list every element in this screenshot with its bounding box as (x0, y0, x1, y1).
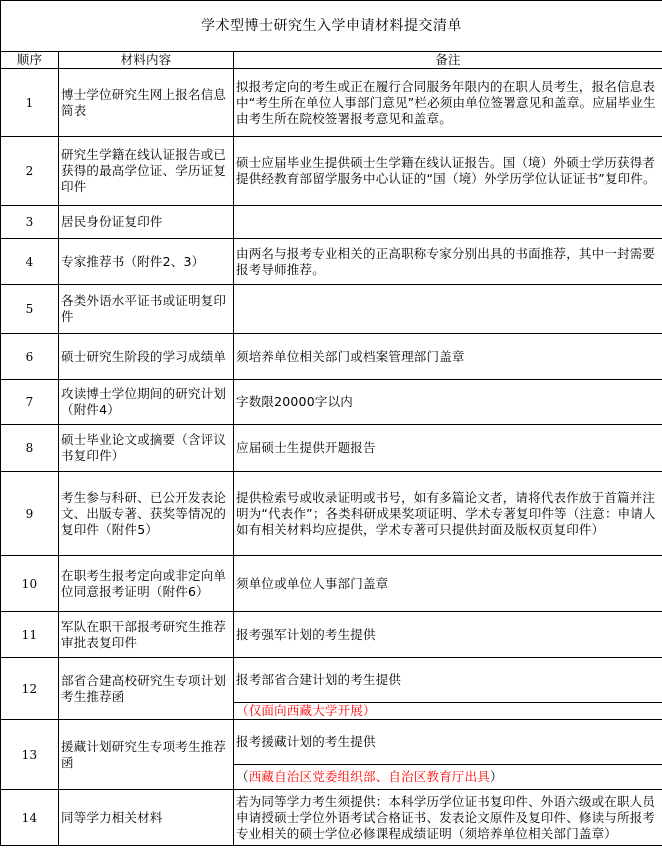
row-seq: 8 (1, 425, 59, 472)
row-seq: 7 (1, 380, 59, 425)
table-row (1, 137, 662, 206)
note-open-paren: （ (236, 769, 249, 784)
table-row (1, 425, 662, 472)
table-row (1, 206, 662, 239)
row-remark: 若为同等学力考生须提供：本科学历学位证书复印件、外语六级或在职人员申请授硕士学位外语考试合格证书、发表论文原件及复印件、修读与所报考专业相关的硕士学位必修课程成绩证明（须培养单位相关部门盖章） (234, 790, 662, 846)
table-row (1, 720, 662, 765)
note-text: 西藏自治区党委组织部、自治区教育厅出具 (248, 769, 491, 784)
row-material: 援藏计划研究生专项考生推荐函 (59, 720, 234, 790)
row-material: 攻读博士学位期间的研究计划（附件4） (59, 380, 234, 425)
row-material: 居民身份证复印件 (59, 206, 234, 239)
row-remark: 报考强军计划的考生提供 (234, 612, 662, 658)
row-seq: 5 (1, 285, 59, 334)
row-seq: 6 (1, 334, 59, 380)
row-seq: 11 (1, 612, 59, 658)
table-row (1, 556, 662, 612)
row-material: 部省合建高校研究生专项计划考生推荐函 (59, 658, 234, 720)
sheet-title: 学术型博士研究生入学申请材料提交清单 (1, 1, 662, 52)
row-seq: 12 (1, 658, 59, 720)
table-row (1, 69, 662, 137)
header-row (1, 52, 662, 69)
row-material: 在职考生报考定向或非定向单位同意报考证明（附件6） (59, 556, 234, 612)
row-seq: 3 (1, 206, 59, 239)
row-seq: 9 (1, 472, 59, 556)
row-remark: 拟报考定向的考生或正在履行合同服务年限内的在职人员考生，报名信息表中“考生所在单位人事部门意见”栏必须由单位签署意见和盖章。应届毕业生由考生所在院校签署报考意见和盖章。 (234, 69, 662, 137)
row-remark: 硕士应届毕业生提供硕士生学籍在线认证报告。国（境）外硕士学历获得者提供经教育部留学服务中心认证的“国（境）外学历学位认证证书”复印件。 (234, 137, 662, 206)
row-remark: 须单位或单位人事部门盖章 (234, 556, 662, 612)
row-seq: 10 (1, 556, 59, 612)
row-seq: 4 (1, 239, 59, 285)
row-material: 同等学力相关材料 (59, 790, 234, 846)
row-seq: 1 (1, 69, 59, 137)
table-row (1, 380, 662, 425)
row-remark (234, 285, 662, 334)
row-material: 军队在职干部报考研究生推荐审批表复印件 (59, 612, 234, 658)
row-material: 研究生学籍在线认证报告或已获得的最高学位证、学历证复印件 (59, 137, 234, 206)
header-material: 材料内容 (59, 52, 234, 69)
table-row (1, 612, 662, 658)
row-seq: 14 (1, 790, 59, 846)
row-material: 各类外语水平证书或证明复印件 (59, 285, 234, 334)
row-seq: 13 (1, 720, 59, 790)
row-remark: 字数限20000字以内 (234, 380, 662, 425)
row-remark: 提供检索号或收录证明或书号，如有多篇论文者，请将代表作放于首篇并注明为“代表作”；各类科研成果奖项证明、学术专著复印件等（注意：申请人如有相关材料均应提供，学术专著可只提供封面及版权页复印件） (234, 472, 662, 556)
row-remark: 报考援藏计划的考生提供 (234, 720, 662, 765)
row-material: 考生参与科研、已公开发表论文、出版专著、获奖等情况的复印件（附件5） (59, 472, 234, 556)
row-material: 专家推荐书（附件2、3） (59, 239, 234, 285)
row-remark (234, 206, 662, 239)
table-row (1, 472, 662, 556)
table-row (1, 658, 662, 703)
row-material: 硕士研究生阶段的学习成绩单 (59, 334, 234, 380)
table-row (1, 790, 662, 846)
table-row (1, 334, 662, 380)
row-material: 硕士毕业论文或摘要（含评议书复印件） (59, 425, 234, 472)
header-seq: 顺序 (1, 52, 59, 69)
title-row (1, 1, 662, 52)
note-close-paren: ） (490, 769, 503, 784)
row-material: 博士学位研究生网上报名信息简表 (59, 69, 234, 137)
table-row (1, 239, 662, 285)
table-row (1, 285, 662, 334)
header-remark: 备注 (234, 52, 662, 69)
row-remark: 由两名与报考专业相关的正高职称专家分别出具的书面推荐，其中一封需要报考导师推荐。 (234, 239, 662, 285)
row-remark: 报考部省合建计划的考生提供 (234, 658, 662, 703)
row-remark-note (234, 765, 662, 790)
row-seq: 2 (1, 137, 59, 206)
row-remark: 应届硕士生提供开题报告 (234, 425, 662, 472)
row-remark-note: （仅面向西藏大学开展） (234, 703, 662, 720)
row-remark: 须培养单位相关部门或档案管理部门盖章 (234, 334, 662, 380)
